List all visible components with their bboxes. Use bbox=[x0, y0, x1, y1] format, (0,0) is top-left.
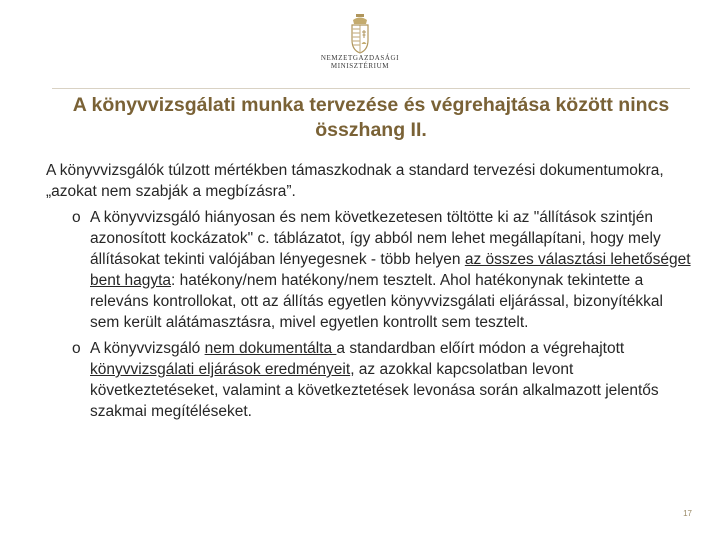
bullet-item-1 bbox=[46, 207, 696, 333]
intro-paragraph: A könyvvizsgálók túlzott mértékben támaszkodnak a standard tervezési dokumentumokra, „azokat nem szabják a megbízásra”. bbox=[46, 162, 664, 200]
bullet2-text-part2: a standardban előírt módon a végrehajtott bbox=[336, 340, 625, 357]
bullet-item-2 bbox=[46, 338, 696, 422]
logo-text-line2: MINISZTÉRIUM bbox=[330, 62, 390, 70]
bullet2-text-part3: , az azokkal kapcsolatban levont következtetéseket, valamint a következtetések levonása során alkalmazott jelentős szakmai megítéléseket. bbox=[90, 361, 659, 420]
coat-of-arms-icon bbox=[349, 14, 371, 54]
ministry-logo bbox=[318, 14, 402, 82]
logo-text-line1: NEMZETGAZDASÁGI bbox=[320, 54, 400, 62]
bullet2-underlined-text-1: nem dokumentálta bbox=[204, 340, 337, 357]
slide-title: A könyvvizsgálati munka tervezése és végrehajtása között nincs összhang II. bbox=[72, 94, 670, 141]
bullet1-underlined-text: az összes választási lehetőséget bent hagyta bbox=[90, 251, 691, 289]
page-number: 17 bbox=[683, 509, 692, 518]
bullet-marker: o bbox=[72, 340, 81, 357]
bullet1-text-part1: A könyvvizsgáló hiányosan és nem következetesen töltötte ki az "állítások szintjén azonosított kockázatok" c. táblázatot, így abból nem lehet megállapítani, hogy mely állításokat tekinti valójában lényegesnek - több helyen bbox=[90, 209, 661, 268]
header-divider bbox=[52, 88, 690, 89]
bullet1-text-part2: : hatékony/nem hatékony/nem tesztelt. Ahol hatékonynak tekintette a releváns kontrollokat, ott az állítás egyetlen könyvvizsgálati eljárással, bizonyítékkal sem került alátámasztásra, mivel egyetlen kontrollt sem tesztelt. bbox=[90, 272, 663, 331]
bullet-marker: o bbox=[72, 209, 81, 226]
slide-body bbox=[46, 160, 696, 422]
bullet2-underlined-text-2: könyvvizsgálati eljárások eredményeit bbox=[90, 361, 351, 378]
bullet2-text-part1: A könyvvizsgáló bbox=[90, 340, 205, 357]
